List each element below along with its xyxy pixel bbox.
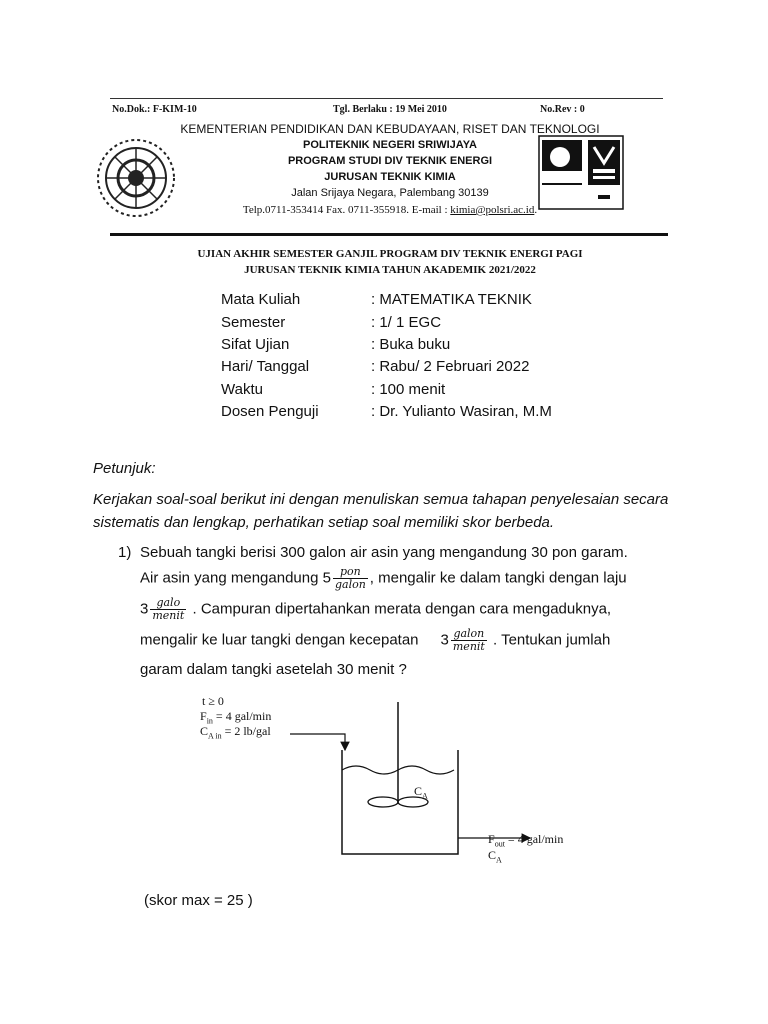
question-text: mengalir ke luar tangki dengan kecepatan — [140, 631, 419, 649]
info-label: Sifat Ujian — [221, 336, 290, 353]
exam-title-line-1: UJIAN AKHIR SEMESTER GANJIL PROGRAM DIV TEKNIK ENERGI PAGI — [197, 248, 583, 260]
outflow-rate-label — [488, 832, 563, 848]
symbol: C — [200, 724, 209, 738]
question-text: 3 — [440, 631, 449, 649]
top-rule — [110, 98, 663, 99]
subscript: A — [422, 791, 428, 801]
question-line-5: garam dalam tangki asetelah 30 menit ? — [140, 661, 407, 678]
symbol: C — [488, 848, 497, 862]
info-label: Waktu — [221, 381, 263, 398]
info-value: : MATEMATIKA TEKNIK — [371, 291, 532, 308]
question-line-1: Sebuah tangki berisi 300 galon air asin yang mengandung 30 pon garam. — [140, 544, 628, 561]
symbol: C — [414, 784, 423, 798]
polytechnic-name: POLITEKNIK NEGERI SRIWIJAYA — [303, 139, 477, 151]
info-value: : 100 menit — [371, 381, 446, 398]
symbol: F — [488, 832, 495, 846]
value: = 2 lb/gal — [221, 724, 271, 738]
question-line-3 — [140, 597, 674, 622]
info-value: : Dr. Yulianto Wasiran, M.M — [371, 403, 552, 420]
fraction-denominator: menit — [152, 609, 185, 622]
tank-concentration-label — [414, 784, 428, 800]
value: = 4 gal/min — [504, 832, 564, 846]
info-label: Mata Kuliah — [221, 291, 301, 308]
question-text: . Campuran dipertahankan merata dengan cara mengaduknya, — [188, 600, 612, 618]
fraction-galo-per-menit — [150, 597, 186, 622]
header-divider — [110, 233, 668, 236]
tank-walls — [342, 750, 458, 854]
contact-suffix: . — [534, 204, 538, 216]
instructions-heading: Petunjuk: — [93, 460, 156, 477]
time-condition-label: t ≥ 0 — [202, 694, 224, 708]
question-line-4 — [140, 628, 674, 653]
question-text: Air asin yang mengandung 5 — [140, 569, 331, 587]
info-value: : 1/ 1 EGC — [371, 314, 442, 331]
fraction-numerator: galo — [150, 597, 186, 610]
fraction-numerator: pon — [333, 566, 368, 579]
impeller-left — [368, 797, 398, 807]
question-text: , mengalir ke dalam tangki dengan laju — [369, 569, 627, 587]
info-label: Hari/ Tanggal — [221, 358, 310, 375]
study-program-name: PROGRAM STUDI DIV TEKNIK ENERGI — [287, 155, 493, 167]
fraction-denominator: menit — [452, 640, 485, 653]
info-value: : Rabu/ 2 Februari 2022 — [371, 358, 530, 375]
institution-contact — [140, 204, 640, 216]
outflow-concentration-label — [488, 848, 502, 864]
exam-title-line-2: JURUSAN TEKNIK KIMIA TAHUN AKADEMIK 2021/2022 — [244, 264, 536, 276]
question-number: 1) — [118, 544, 132, 561]
inflow-rate-label — [200, 709, 271, 725]
ministry-name: KEMENTERIAN PENDIDIKAN DAN KEBUDAYAAN, RISET DAN TEKNOLOGI — [180, 122, 600, 136]
question-text: 3 — [140, 600, 149, 618]
info-label: Semester — [221, 314, 286, 331]
subscript: in — [206, 716, 213, 726]
info-label: Dosen Penguji — [221, 403, 319, 420]
document-number: No.Dok.: F-KIM-10 — [112, 104, 197, 115]
inflow-arrow — [290, 734, 345, 750]
question-text: . Tentukan jumlah — [488, 631, 611, 649]
contact-email-link[interactable]: kimia@polsri.ac.id — [450, 204, 535, 216]
instructions-text: Kerjakan soal-soal berikut ini dengan menuliskan semua tahapan penyelesaian secara sistematis dan lengkap, perhatikan setiap soal memiliki skor berbeda. — [93, 491, 669, 531]
fraction-denominator: galon — [334, 578, 366, 591]
subscript: A in — [208, 731, 222, 741]
department-name: JURUSAN TEKNIK KIMIA — [324, 171, 456, 183]
document-revision: No.Rev : 0 — [540, 104, 585, 115]
max-score: (skor max = 25 ) — [144, 892, 253, 909]
contact-phone-fax: Telp.0711-353414 Fax. 0711-355918. E-mail : — [242, 204, 451, 216]
value: = 4 gal/min — [212, 709, 272, 723]
institution-address: Jalan Srijaya Negara, Palembang 30139 — [291, 187, 489, 199]
fraction-numerator: galon — [451, 628, 487, 641]
inflow-concentration-label — [200, 724, 271, 740]
document-date: Tgl. Berlaku : 19 Mei 2010 — [333, 104, 447, 115]
subscript: A — [496, 855, 502, 865]
info-value: : Buka buku — [371, 336, 451, 353]
question-line-2 — [140, 566, 674, 591]
symbol: F — [200, 709, 207, 723]
mixing-tank-diagram — [190, 692, 590, 870]
subscript: out — [494, 839, 505, 849]
fraction-galon-per-menit — [451, 628, 487, 653]
fraction-pon-per-galon — [333, 566, 368, 591]
